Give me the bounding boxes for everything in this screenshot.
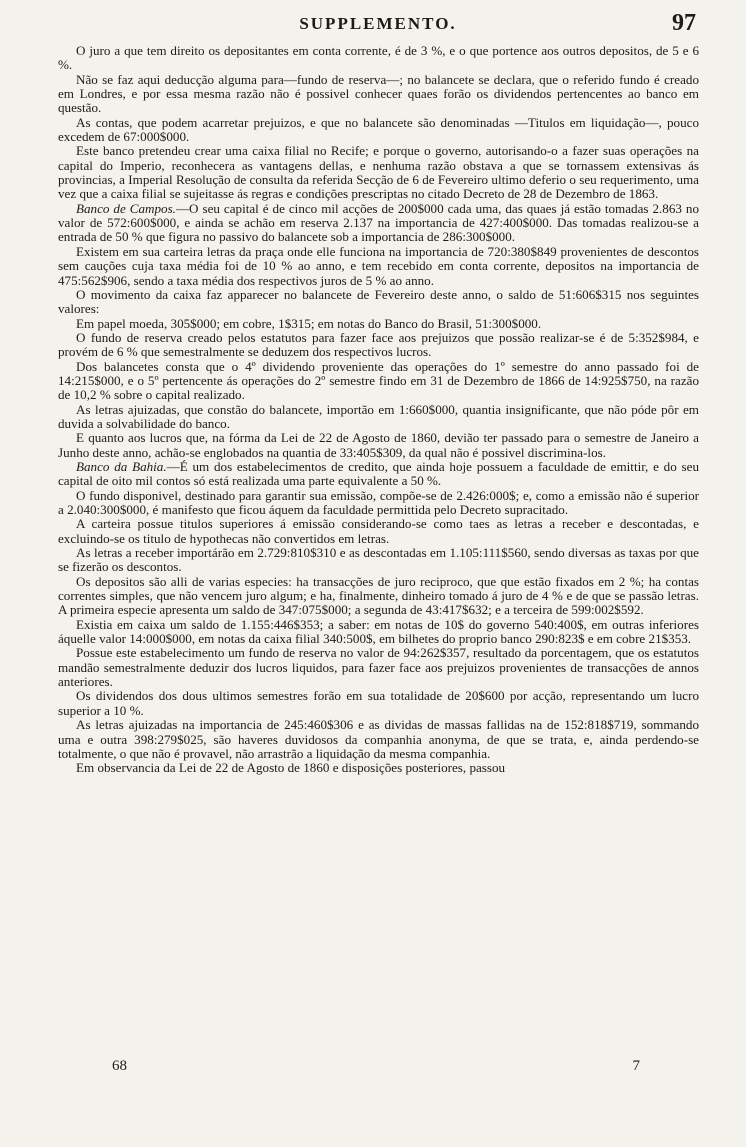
paragraph-text: Os dividendos dos dous ultimos semestres forão em sua totalidade de 20$600 por acção, representando um lucro superior a 10 %. (58, 688, 699, 718)
signature-mark-right: 7 (632, 1058, 640, 1074)
paragraph-text: Em observancia da Lei de 22 de Agosto de 1860 e disposições posteriores, passou (76, 760, 506, 776)
paragraph-text: —É um dos estabelecimentos de credito, que ainda hoje possuem a faculdade de emittir, e do seu capital de oito mil contos só está realizada uma parte equivalente a 50 %. (58, 458, 699, 489)
paragraph (58, 73, 699, 116)
paragraph (58, 317, 699, 331)
paragraph-text: Este banco pretendeu crear uma caixa filial no Recife; e porque o governo, autorisando-o a fazer suas operações na capital do Imperio, reconhecera as vantagens dellas, e nenhuma razão obstava a que se tornassem extensivas ás provincias, a Imperial Resolução de consulta da referida Secção de 6 de Fevereiro ultimo deferio o seu requerimento, uma vez que a caixa filial se sujeitasse ás regras e condições prescriptas no citado Decreto de 28 de Dezembro de 1863. (58, 143, 699, 202)
paragraph (58, 116, 699, 145)
paragraph-text: As letras ajuizadas na importancia de 245:460$306 e as dividas de massas fallidas na de 152:818$719, sommando uma e outra 398:279$025, são haveres duvidosos da companhia anonyma, de que se trata, e, ainda perdendo-se totalmente, o que não é provavel, não arrastrão a liquidação da mesma companhia. (58, 717, 699, 761)
running-title: SUPPLEMENTO. (299, 14, 457, 33)
paragraph (58, 460, 699, 489)
paragraph-text: Não se faz aqui deducção alguma para—fundo de reserva—; no balancete se declara, que o referido fundo é creado em Londres, e por essa mesma razão não é possivel conhecer quaes forão os dividendos pertencentes ao banco em questão. (58, 71, 699, 116)
paragraph-text: As contas, que podem acarretar prejuizos, e que no balancete são denominadas —Titulos em liquidação—, pouco excedem de 67:000$000. (58, 114, 699, 145)
paragraph-text: Possue este estabelecimento um fundo de reserva no valor de 94:262$357, resultado da porcentagem, que os estatutos mandão semestralmente deduzir dos lucros liquidos, para fazer face aos prejuizos provenientes de transacções de annos anteriores. (58, 645, 699, 690)
paragraph-text: —O seu capital é de cinco mil acções de 200$000 cada uma, das quaes já estão tomadas 2.863 no valor de 572:600$000, e ainda se achão em reserva 2.137 na importancia de 427:400$000. Das tomadas realizou-se a entrada de 50 % que figura no passivo do balancete sob a importancia de 286:300$000. (58, 200, 699, 245)
paragraph-lead: Banco da Bahia. (76, 458, 167, 474)
paragraph (58, 618, 699, 647)
paragraph (58, 575, 699, 618)
paragraph-text: Existia em caixa um saldo de 1.155:446$353; a saber: em notas de 10$ do governo 540:400$, em outras inferiores áquelle valor 14:000$000, em notas da caixa filial 340:500$, em bilhetes do proprio banco 290:823$ e em cobre 21$353. (58, 616, 699, 647)
paragraph (58, 689, 699, 718)
paragraph (58, 517, 699, 546)
paragraph (58, 546, 699, 575)
paragraph-lead: Banco de Campos. (76, 200, 176, 216)
paragraph-text: As letras a receber importárão em 2.729:810$310 e as descontadas em 1.105:111$560, sendo diversas as taxas por que se fizerão os descontos. (58, 545, 699, 575)
page-number: 97 (672, 10, 696, 36)
paragraph-text: O movimento da caixa faz apparecer no balancete de Fevereiro deste anno, o saldo de 51:606$315 nos seguintes valores: (58, 286, 699, 317)
paragraph (58, 288, 699, 317)
paragraph (58, 202, 699, 245)
paragraph (58, 761, 699, 775)
paragraph (58, 403, 699, 432)
body-text (58, 44, 699, 776)
paragraph-text: O juro a que tem direito os depositantes em conta corrente, é de 3 %, e o que portence aos outros depositos, de 5 e 6 %. (58, 43, 699, 73)
paragraph (58, 718, 699, 761)
paragraph (58, 331, 699, 360)
paragraph-text: Em papel moeda, 305$000; em cobre, 1$315; em notas do Banco do Brasil, 51:300$000. (76, 315, 542, 331)
paragraph-text: O fundo de reserva creado pelos estatutos para fazer face aos prejuizos que possão realizar-se é de 5:352$984, e provém de 6 % que semestralmente se deduzem dos respectivos lucros. (58, 329, 699, 360)
paragraph (58, 489, 699, 518)
signature-mark-left: 68 (112, 1058, 127, 1074)
paragraph (58, 431, 699, 460)
paragraph-text: E quanto aos lucros que, na fórma da Lei de 22 de Agosto de 1860, devião ter passado para o semestre de Janeiro a Junho deste anno, achão-se englobados na quantia de 33:405$309, da qual não é possivel discrimina-los. (58, 430, 699, 460)
paragraph-text: A carteira possue titulos superiores á emissão considerando-se como taes as letras a receber e descontadas, e excluindo-se os titulo de hypothecas não convertidos em letras. (58, 516, 699, 546)
paragraph (58, 144, 699, 201)
paragraph-text: As letras ajuizadas, que constão do balancete, importão em 1:660$000, quantia insignificante, que não póde pôr em duvida a solvabilidade do banco. (58, 401, 699, 431)
page-footer (60, 1058, 696, 1082)
paragraph-text: Os depositos são alli de varias especies: ha transacções de juro reciproco, que que estão fixados em 2 %; ha contas correntes simples, que não vencem juro algum; e ha, finalmente, dinheiro tomado á juro de 4 % e de que se passão letras. A primeira especie apresenta um saldo de 347:075$000; a segunda de 43:417$632; e a terceira de 599:002$592. (58, 573, 699, 618)
paragraph (58, 646, 699, 689)
page-header (60, 10, 696, 40)
paragraph-text: Dos balancetes consta que o 4º dividendo proveniente das operações do 1º semestre do anno passado foi de 14:215$000, e o 5º pertencente ás operações do 2º semestre findo em 31 de Dezembro de 1866 de 14:925$750, na razão de 10,2 % sobre o capital realizado. (58, 358, 699, 403)
paragraph-text: Existem em sua carteira letras da praça onde elle funciona na importancia de 720:380$849 provenientes de descontos sem cauções cuja taxa média foi de 10 % ao anno, e tem recebido em conta corrente, depositos na importancia de 475:562$906, sendo a taxa média dos respectivos juros de 5 % ao anno. (58, 243, 699, 288)
paragraph (58, 360, 699, 403)
paragraph (58, 44, 699, 73)
paragraph (58, 245, 699, 288)
paragraph-text: O fundo disponivel, destinado para garantir sua emissão, compõe-se de 2.426:000$; e, como a emissão não é superior a 2.040:300$000, é manifesto que ficou áquem da faculdade permittida pelo Decreto supracitado. (58, 487, 699, 517)
